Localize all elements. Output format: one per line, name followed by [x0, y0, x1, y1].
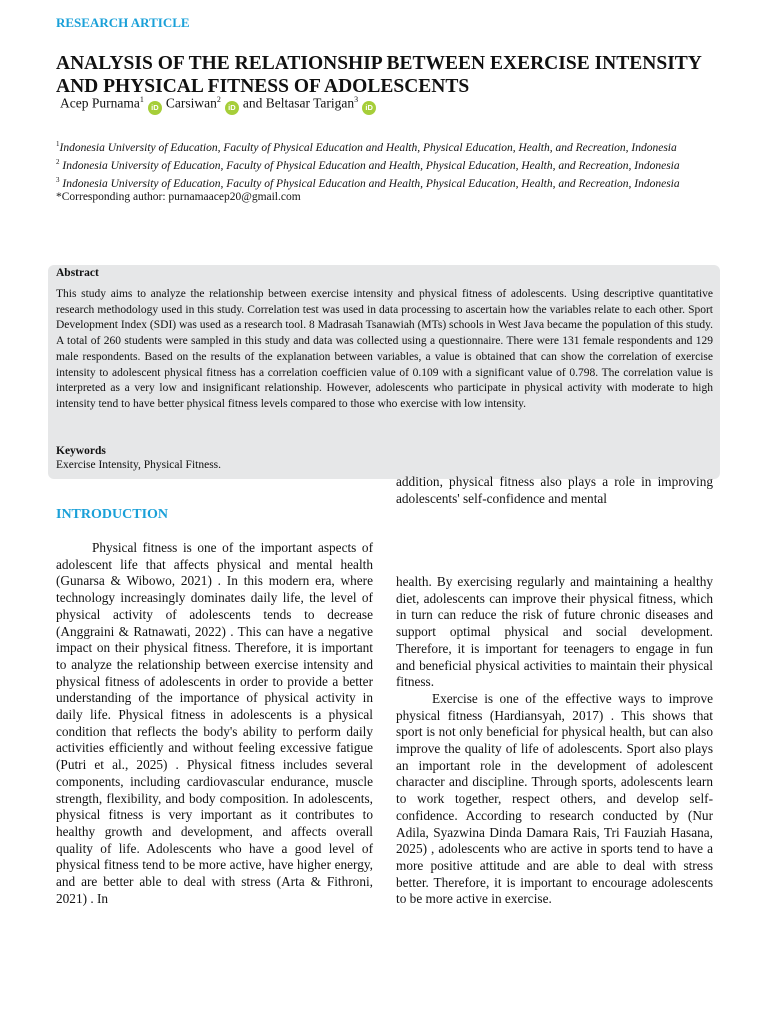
- affiliation-item: [56, 137, 716, 155]
- affiliation-marker: 1: [139, 95, 144, 104]
- affiliation-list: [56, 137, 716, 204]
- section-heading-introduction: INTRODUCTION: [56, 507, 169, 522]
- author-name: Beltasar Tarigan: [265, 95, 355, 111]
- keywords-text: Exercise Intensity, Physical Fitness.: [56, 459, 222, 471]
- affiliation-marker: 3: [354, 95, 359, 104]
- article-type-label: RESEARCH ARTICLE: [56, 15, 190, 30]
- keywords-heading: Keywords: [56, 445, 106, 457]
- orcid-icon[interactable]: iD: [362, 101, 376, 115]
- right-column: [396, 574, 713, 908]
- affiliation-text: Indonesia University of Education, Faculty of Physical Education and Health, Physical Education, Health, and Recreation, Indonesia: [59, 177, 680, 190]
- affiliation-marker: 1: [56, 140, 60, 148]
- affiliation-text: Indonesia University of Education, Faculty of Physical Education and Health, Physical Education, Health, and Recreation, Indonesia: [59, 159, 680, 172]
- affiliation-marker: 3: [56, 175, 60, 184]
- corresponding-author: *Corresponding author: purnamaacep20@gmail.com: [56, 191, 301, 204]
- affiliation-text: Indonesia University of Education, Faculty of Physical Education and Health, Physical Education, Health, and Recreation, Indonesia: [59, 141, 677, 154]
- body-paragraph: Physical fitness is one of the important aspects of adolescent life that affects physical and mental health (Gunarsa & Wibowo, 2021) . In this modern era, where technology increasingly dominates daily life, the level of physical activity of adolescents tends to decrease (Anggraini & Ratnawati, 2022) . This can have a negative impact on their physical fitness. Therefore, it is important to analyze the relationship between exercise intensity and physical fitness of adolescents in order to provide a better understanding of the importance of physical activity in daily life. Physical fitness in adolescents is a physical condition that reflects the body's ability to perform daily activities efficiently and without feeling excessive fatigue (Putri et al., 2025) . Physical fitness includes several components, including cardiovascular endurance, muscle strength, flexibility, and body composition. In adolescents, physical fitness is very important as it contributes to healthy growth and development, and affects overall quality of life. Adolescents who have a good level of physical fitness tend to be more active, have higher energy, and are better able to deal with stress (Arta & Fithroni, 2021) . In: [56, 540, 373, 906]
- abstract-text: This study aims to analyze the relationship between exercise intensity and physical fitness of adolescents. Using descriptive quantitative research methodology used in this study. Correlation test was used in data processing to ascertain how the variables relate to each other. Sport Development Index (SDI) was used as a research tool. 8 Madrasah Tsanawiah (MTs) schools in West Java became the population of this study. A total of 260 students were sampled in this study and data was collected using a questionnaire. There were 131 female respondents and 129 male respondents. Based on the results of the explanation between variables, a value is obtained that can show the correlation of exercise intensity to adolescent physical fitness has a correlation coefficien value of 0.109 with a significant value of 0.798. The correlation value is interpreted as a very low and insignificant relationship. However, adolescents who participate in physical activity with moderate to high intensity tend to have better physical fitness levels compared to those who exercise with low intensity.: [56, 288, 713, 410]
- affiliation-marker: 2: [216, 95, 221, 104]
- body-paragraph: Exercise is one of the effective ways to improve physical fitness (Hardiansyah, 2017) . This shows that sport is not only beneficial for physical health, but can also improve the quality of life of adolescents. Sport also plays an important role in the development of adolescent character and discipline. Through sports, adolescents learn to work together, respect others, and develop self-confidence. According to research conducted by (Nur Adila, Syazwina Dinda Damara Rais, Tri Fauziah Hasana, 2025) , adolescents who are active in sports tend to have a more positive attitude and are able to deal with stress better. Therefore, it is important to encourage adolescents to be more active in exercise.: [396, 690, 713, 907]
- author-name: Acep Purnama: [60, 95, 140, 111]
- orcid-icon[interactable]: iD: [148, 101, 162, 115]
- affiliation-marker: 2: [56, 157, 60, 166]
- affiliation-item: [56, 155, 716, 173]
- author-list: [60, 95, 380, 115]
- affiliation-item: [56, 173, 716, 191]
- body-paragraph: addition, physical fitness also plays a role in improving adolescents' self-confidence and mental: [396, 474, 713, 506]
- body-paragraph: health. By exercising regularly and maintaining a healthy diet, adolescents can improve their physical fitness, which in turn can reduce the risk of future chronic diseases and support optimal physical and social development. Therefore, it is important for teenagers to engage in fun and beneficial physical activities to maintain their physical fitness.: [396, 574, 713, 690]
- author-name: Carsiwan: [165, 95, 217, 111]
- orcid-icon[interactable]: iD: [225, 101, 239, 115]
- abstract-heading: Abstract: [56, 267, 99, 279]
- right-column-top: [396, 474, 713, 507]
- paper-title: ANALYSIS OF THE RELATIONSHIP BETWEEN EXERCISE INTENSITY AND PHYSICAL FITNESS OF ADOLESCENTS: [56, 53, 702, 97]
- left-column: [56, 540, 373, 907]
- author-conjunction: and: [242, 95, 263, 111]
